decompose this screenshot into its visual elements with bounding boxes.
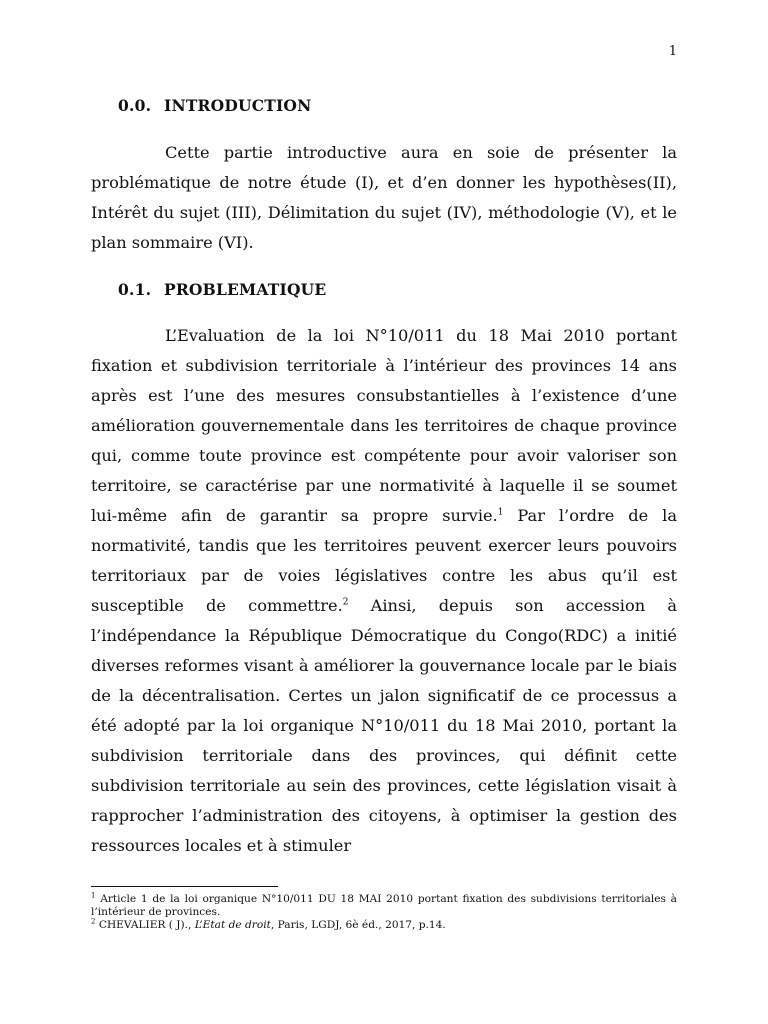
footnote-mark: 2 — [91, 917, 96, 926]
footnote-text: Article 1 de la loi organique N°10/011 DU 18 MAI 2010 portant fixation des subdivisions territoriales à l’intérieur de provinces. — [91, 893, 677, 918]
page-number: 1 — [668, 44, 677, 59]
footnote-reference[interactable]: 1 — [497, 507, 504, 518]
footnotes — [91, 886, 677, 932]
section-title: PROBLEMATIQUE — [164, 280, 327, 299]
footnote-reference[interactable]: 2 — [342, 597, 349, 608]
paragraph-text: Par l’ordre de la normativité, tandis que les territoires peuvent exercer leurs pouvoirs territoriaux par de voies législatives contre les abus qu’il est susceptible de commettre. — [91, 506, 677, 615]
footnote-2 — [91, 919, 677, 932]
document-body — [91, 96, 677, 861]
section-number: 0.0. — [118, 96, 152, 115]
section-heading-introduction — [91, 96, 677, 115]
introduction-paragraph: Cette partie introductive aura en soie de présenter la problématique de notre étude (I), et d’en donner les hypothèses(II), Intérêt du sujet (III), Délimitation du sujet (IV), méthodologie (V), et le plan sommaire (VI). — [91, 143, 677, 252]
footnote-mark: 1 — [91, 891, 96, 900]
footnote-divider — [91, 886, 278, 887]
footnote-text: , Paris, LGDJ, 6è éd., 2017, p.14. — [270, 919, 446, 931]
paragraph-text: L’Evaluation de la loi N°10/011 du 18 Mai 2010 portant fixation et subdivision territoriale à l’intérieur des provinces 14 ans après est l’une des mesures consubstantielles à l’existence d’une amélioration gouvernementale dans les territoires de chaque province qui, comme toute province est compétente pour avoir valoriser son territoire, se caractérise par une normativité à laquelle il se soumet lui-même afin de garantir sa propre survie. — [91, 326, 677, 525]
section-title: INTRODUCTION — [164, 96, 312, 115]
problematique-paragraph — [91, 321, 677, 861]
footnote-book-title: L’Etat de droit — [194, 919, 271, 931]
paragraph-text: Ainsi, depuis son accession à l’indépendance la République Démocratique du Congo(RDC) a initié diverses reformes visant à améliorer la gouvernance locale par le biais de la décentralisation. Certes un jalon significatif de ce processus a été adopté par la loi organique N°10/011 du 18 Mai 2010, portant la subdivision territoriale dans des provinces, qui définit cette subdivision territoriale au sein des provinces, cette législation visait à rapprocher l’administration des citoyens, à optimiser la gestion des ressources locales et à stimuler — [91, 596, 677, 855]
section-number: 0.1. — [118, 280, 152, 299]
footnote-text: CHEVALIER ( J)., — [95, 919, 195, 931]
footnote-1 — [91, 893, 677, 919]
section-heading-problematique — [91, 280, 677, 299]
